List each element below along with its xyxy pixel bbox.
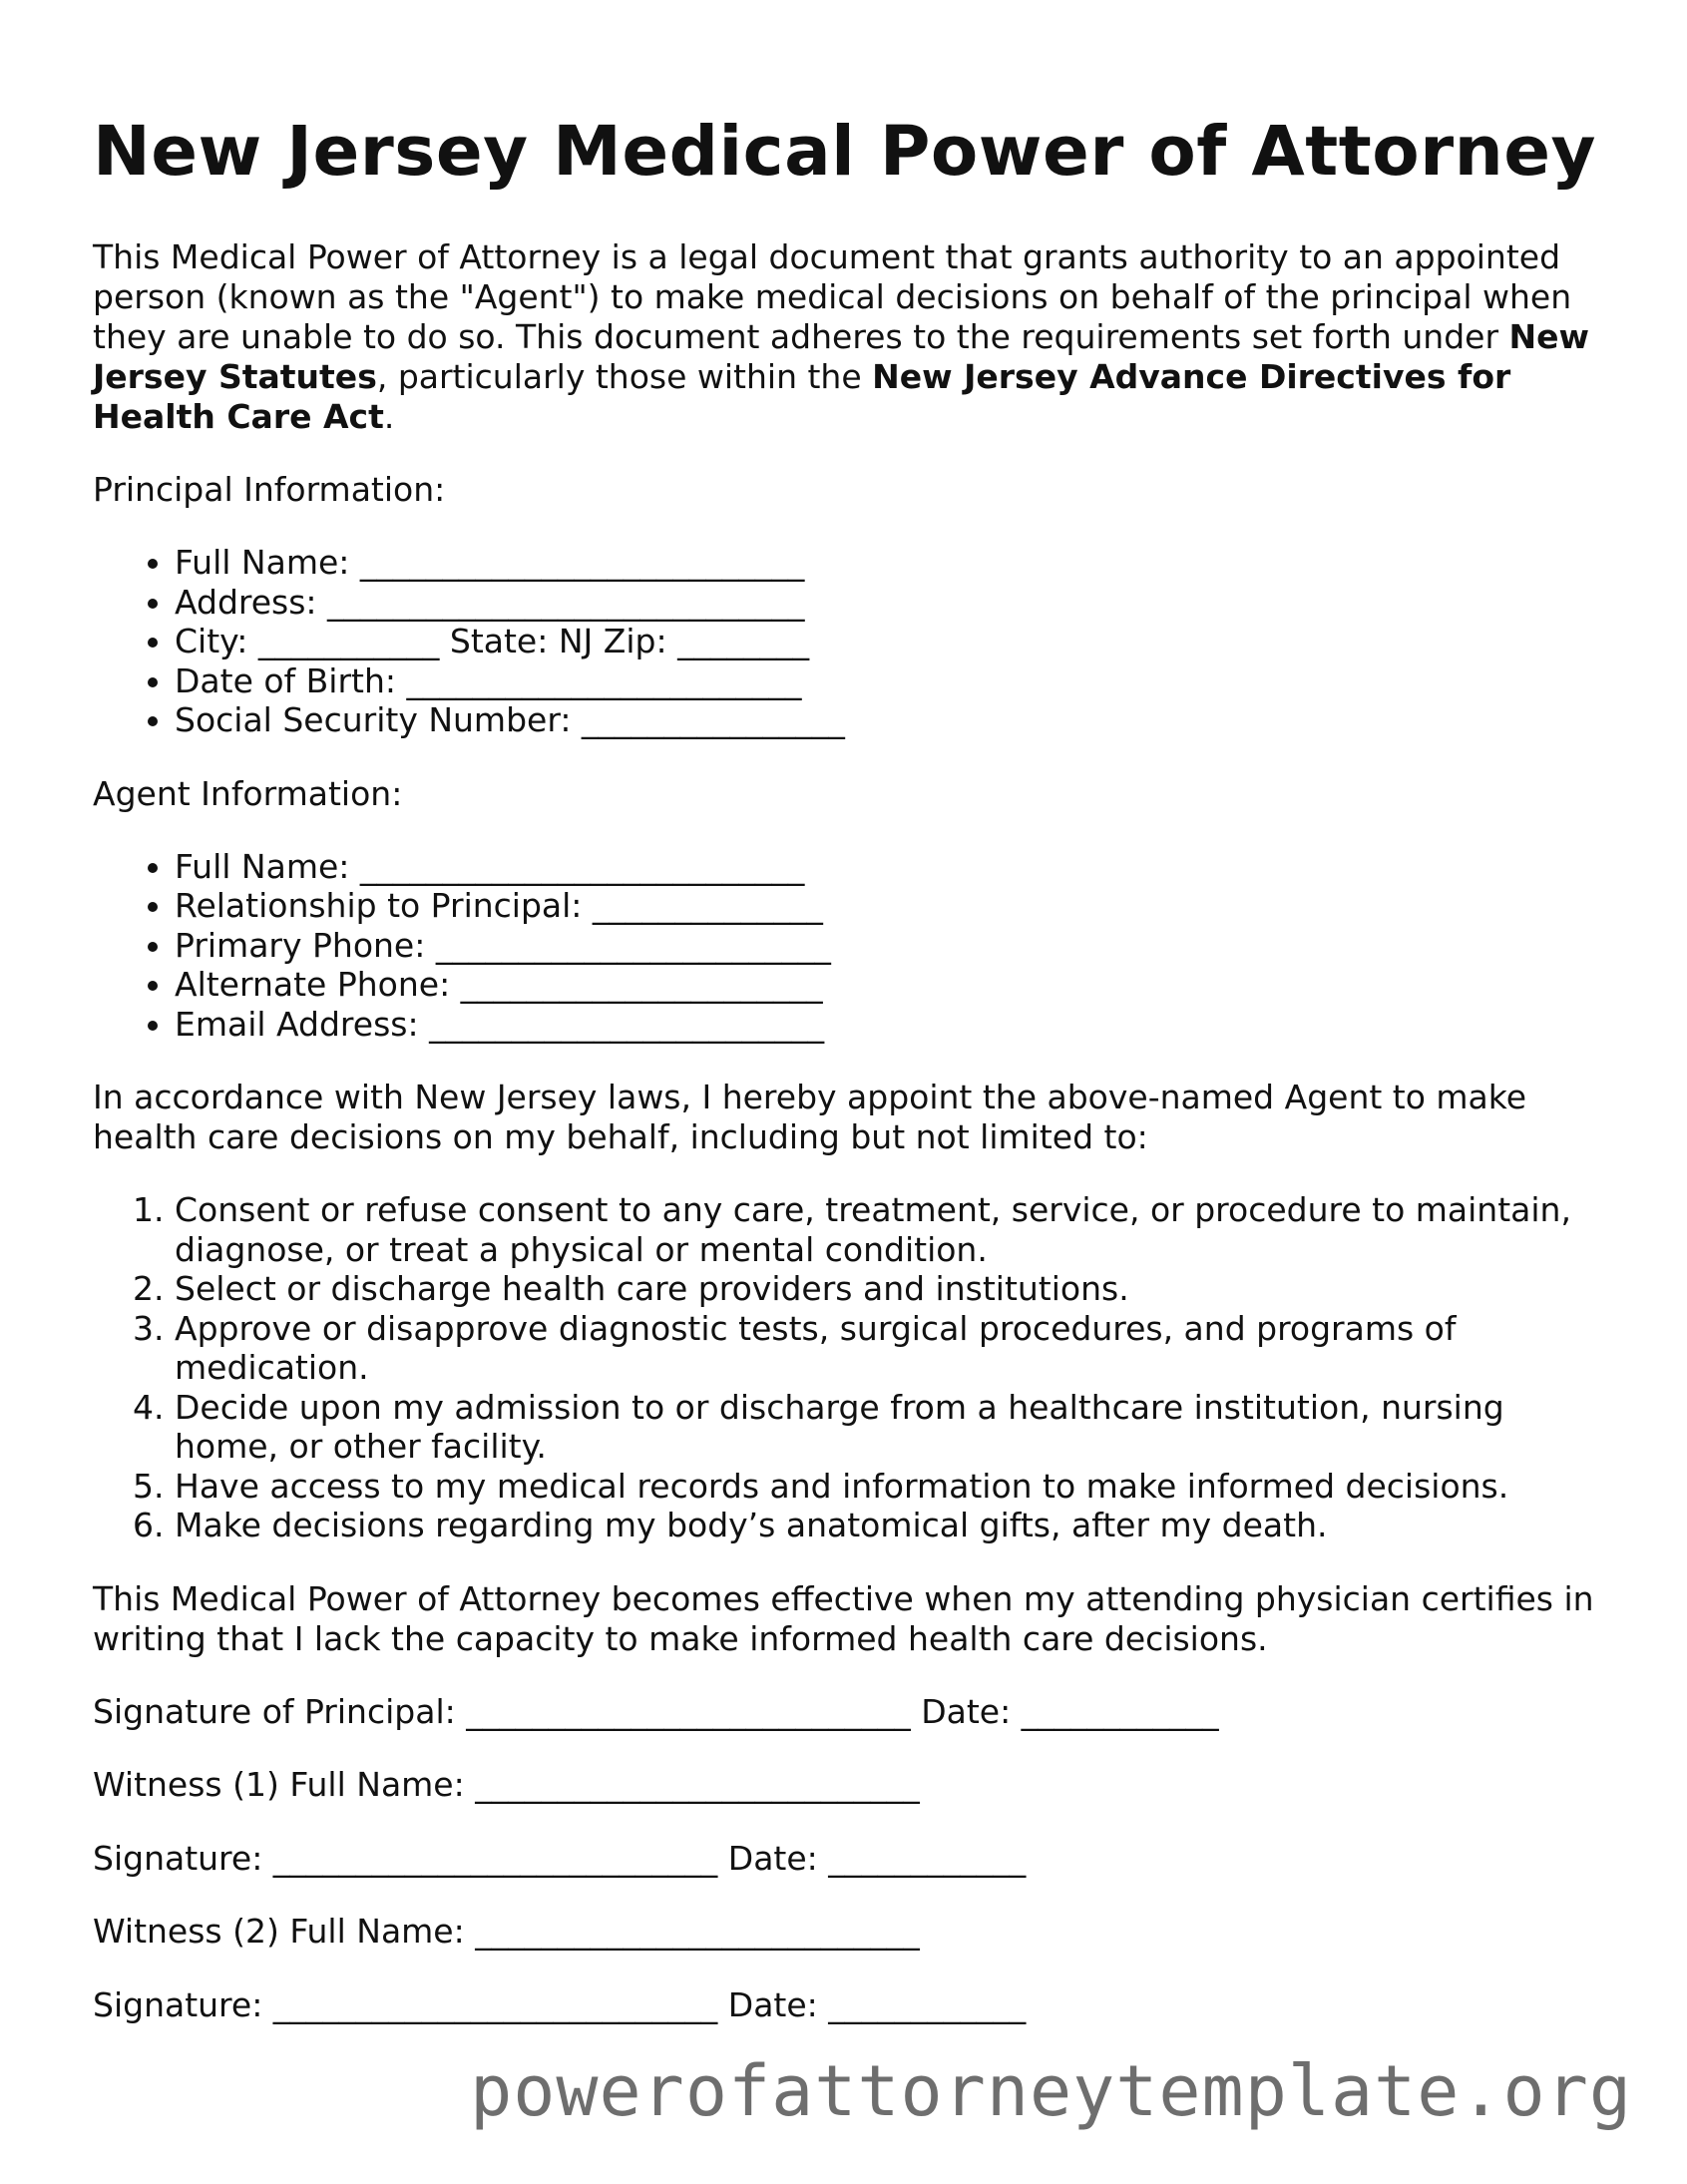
watermark: powerofattorneytemplate.org xyxy=(470,2050,1632,2132)
principal-info-list xyxy=(93,543,1609,740)
agent-primary-phone-field: • Primary Phone: ________________________ xyxy=(175,926,1609,966)
intro-text-3: . xyxy=(383,397,395,436)
act-reference: New Jersey Advance Directives for Health Care Act xyxy=(93,357,1511,436)
principal-address-field: • Address: _____________________________ xyxy=(175,583,1609,623)
power-item: 2. Select or discharge health care providers and institutions. xyxy=(175,1269,1609,1309)
intro-paragraph xyxy=(93,237,1609,437)
power-item: 5. Have access to my medical records and information to make informed decisions. xyxy=(175,1467,1609,1507)
effective-paragraph: This Medical Power of Attorney becomes effective when my attending physician certifies in writing that I lack the capacity to make informed health care decisions. xyxy=(93,1578,1594,1658)
principal-dob-field: • Date of Birth: ________________________ xyxy=(175,661,1609,701)
powers-list xyxy=(93,1190,1609,1545)
agent-info-list xyxy=(93,847,1609,1045)
witness1-name-line: Witness (1) Full Name: ___________________________ xyxy=(93,1765,920,1804)
witness1-signature-line: Signature: ___________________________ Date: ____________ xyxy=(93,1838,1027,1878)
power-item: 4. Decide upon my admission to or discharge from a healthcare institution, nursing home, or other facility. xyxy=(175,1388,1609,1467)
agent-full-name-field: • Full Name: ___________________________ xyxy=(175,847,1609,887)
power-item: 6. Make decisions regarding my body’s anatomical gifts, after my death. xyxy=(175,1506,1609,1545)
principal-full-name-field: • Full Name: ___________________________ xyxy=(175,543,1609,583)
agent-alternate-phone-field: • Alternate Phone: ______________________ xyxy=(175,965,1609,1005)
power-item: 1. Consent or refuse consent to any care, treatment, service, or procedure to maintain, diagnose, or treat a physical or mental condition. xyxy=(175,1190,1609,1269)
power-item: 3. Approve or disapprove diagnostic tests, surgical procedures, and programs of medication. xyxy=(175,1309,1609,1388)
agent-email-field: • Email Address: ________________________ xyxy=(175,1005,1609,1045)
appointment-paragraph: In accordance with New Jersey laws, I hereby appoint the above-named Agent to make health care decisions on my behalf, including but not limited to: xyxy=(93,1078,1527,1156)
statutes-reference: New Jersey Statutes xyxy=(93,317,1589,396)
principal-heading: Principal Information: xyxy=(93,470,446,509)
page-title: New Jersey Medical Power of Attorney xyxy=(93,112,1597,192)
intro-text-2: , particularly those within the xyxy=(376,357,873,396)
principal-city-state-zip-field: • City: ___________ State: NJ Zip: ________ xyxy=(175,622,1609,661)
principal-signature-line: Signature of Principal: ___________________________ Date: ____________ xyxy=(93,1691,1219,1731)
principal-ssn-field: • Social Security Number: ________________ xyxy=(175,700,1609,740)
agent-relationship-field: • Relationship to Principal: ______________ xyxy=(175,886,1609,926)
document-page xyxy=(93,112,1609,2058)
witness2-name-line: Witness (2) Full Name: ___________________________ xyxy=(93,1912,920,1951)
intro-text-1: This Medical Power of Attorney is a legal document that grants authority to an appointed person (known as the "Agent") to make medical decisions on behalf of the principal when they are unable to do so. This document adheres to the requirements set forth under xyxy=(93,237,1572,356)
agent-heading: Agent Information: xyxy=(93,773,403,813)
witness2-signature-line: Signature: ___________________________ Date: ____________ xyxy=(93,1984,1027,2024)
